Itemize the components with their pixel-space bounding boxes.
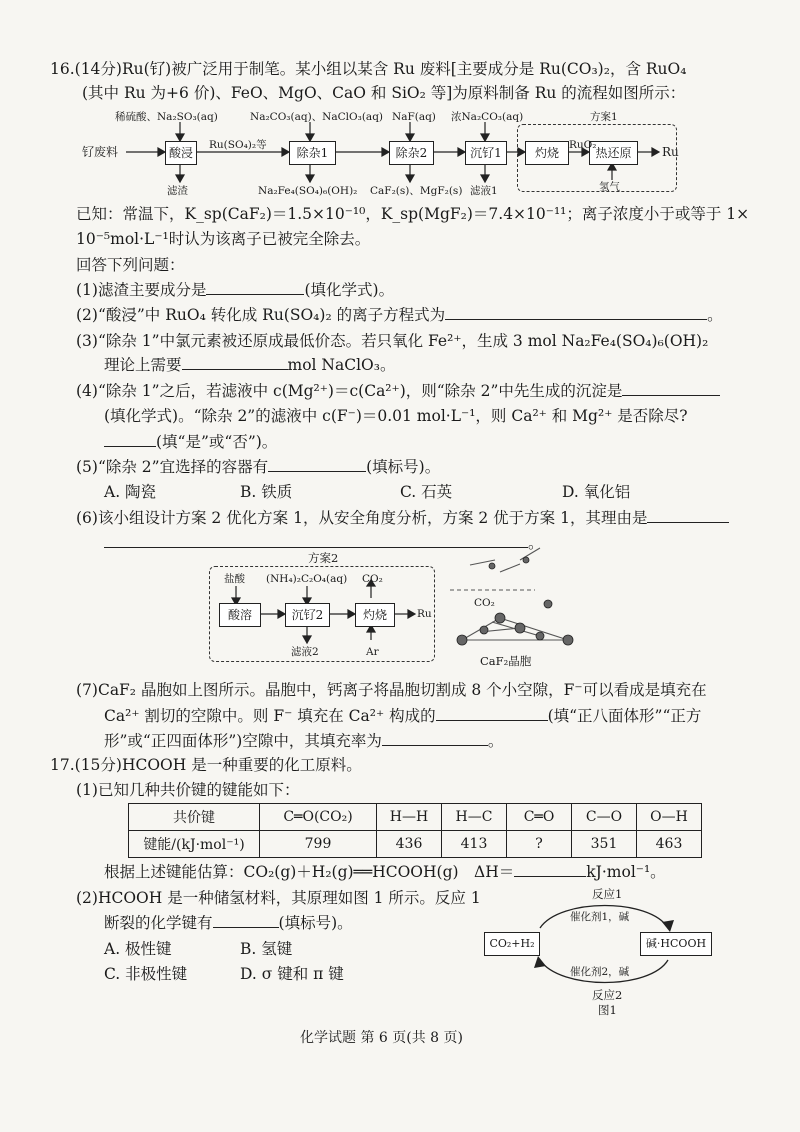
scheme2-step-acid-dissolve: 酸溶	[219, 603, 261, 627]
scheme2-out-ru: Ru	[417, 608, 432, 620]
q16-opt-d[interactable]: D. 氧化铝	[562, 483, 631, 501]
q16-part6-end: 。	[528, 534, 544, 552]
q16-part2-text: (2)“酸浸”中 RuO₄ 转化成 Ru(SO₄)₂ 的离子方程式为	[76, 306, 446, 324]
q17-opt-a[interactable]: A. 极性键	[104, 940, 172, 958]
bond-table-header-label: 共价键	[129, 804, 260, 831]
q16-part7-hint: (填“正八面体形”“正方	[547, 707, 702, 725]
q16-part4-hint: (填“是”或“否”)。	[156, 433, 278, 451]
flow-intermediate-ruo2: RuO₂	[569, 139, 597, 151]
bond-value-hc: 413	[442, 831, 507, 858]
figure1-product: 碱·HCOOH	[640, 932, 712, 956]
bond-header-co-single: C—O	[572, 804, 637, 831]
q16-part5-text: (5)“除杂 2”宜选择的容器有	[76, 458, 269, 476]
figure1-reactants: CO₂+H₂	[484, 932, 540, 956]
scheme1-label: 方案1	[590, 111, 618, 123]
figure1-caption: 图1	[598, 1003, 617, 1017]
flow-reagent4: 浓Na₂CO₃(aq)	[451, 111, 524, 123]
bond-value-co-single: 351	[572, 831, 637, 858]
bond-value-co-double: ?	[507, 831, 572, 858]
scheme2-filtrate2: 滤液2	[291, 646, 319, 658]
caf2-cell-caption: CaF₂晶胞	[480, 654, 532, 668]
bond-header-co2: C═O(CO₂)	[260, 804, 377, 831]
q17-part2-line1: (2)HCOOH 是一种储氢材料，其原理如图 1 所示。反应 1	[76, 889, 481, 907]
q16-known-line1: 已知：常温下，K_sp(CaF₂)＝1.5×10⁻¹⁰，K_sp(MgF₂)＝7.4×10⁻¹¹；离子浓度小于或等于 1×	[76, 205, 750, 223]
q17-header: 17.(15分)HCOOH 是一种重要的化工原料。	[50, 756, 362, 774]
q17-calc-unit: kJ·mol⁻¹。	[586, 863, 666, 881]
q16-part3-line1: (3)“除杂 1”中氯元素被还原成最低价态。若只氧化 Fe²⁺，生成 3 mol Na₂Fe₄(SO₄)₆(OH)₂	[76, 332, 709, 350]
caf2-co2-label: CO₂	[474, 597, 495, 609]
q17-part2-text: 断裂的化学键有	[104, 914, 213, 932]
bond-header-hc: H—C	[442, 804, 507, 831]
q16-part2-end: 。	[707, 306, 723, 324]
flow-reagent3: NaF(aq)	[392, 111, 436, 123]
bond-value-co2: 799	[260, 831, 377, 858]
flow-hydrogen: 氢气	[599, 181, 620, 193]
q16-part6-text: (6)该小组设计方案 2 优化方案 1，从安全角度分析，方案 2 优于方案 1，其理由是	[76, 509, 648, 527]
q16-part3-unit: mol NaClO₃。	[287, 356, 396, 374]
q16-part4-line2: (填化学式)。“除杂 2”的滤液中 c(F⁻)＝0.01 mol·L⁻¹，则 Ca²⁺ 和 Mg²⁺ 是否除尽?	[104, 407, 688, 425]
figure1-catalyst2: 催化剂2，碱	[570, 966, 630, 978]
figure1-catalyst1: 催化剂1，碱	[570, 911, 630, 923]
q16-part7-text2: 形”或“正四面体形”)空隙中，其填充率为	[104, 732, 382, 750]
figure1-reaction1: 反应1	[592, 887, 623, 901]
bond-header-oh: O—H	[637, 804, 702, 831]
bond-value-hh: 436	[377, 831, 442, 858]
scheme2-reagent-oxalate: (NH₄)₂C₂O₄(aq)	[266, 573, 348, 585]
q17-part1: (1)已知几种共价键的键能如下：	[76, 781, 300, 799]
q16-part3-text: 理论上需要	[104, 356, 182, 374]
q16-part7-line1: (7)CaF₂ 晶胞如上图所示。晶胞中，钙离子将晶胞切割成 8 个小空隙，F⁻可以看成是填充在	[76, 681, 707, 699]
scheme2-step-ru-precip2: 沉钌2	[285, 603, 330, 627]
q17-calc-text: 根据上述键能估算：CO₂(g)＋H₂(g)══HCOOH(g) ΔH＝	[104, 863, 515, 881]
q16-header: 16.(14分)Ru(钌)被广泛用于制笔。某小组以某含 Ru 废料[主要成分是 Ru(CO₃)₂，含 RuO₄	[50, 60, 687, 78]
flow-step-impurity2: 除杂2	[389, 141, 434, 165]
flow-step-acid-leach: 酸浸	[165, 141, 197, 165]
q16-opt-c[interactable]: C. 石英	[400, 483, 453, 501]
flow-reagent1: 稀硫酸、Na₂SO₃(aq)	[115, 111, 218, 123]
scheme2-ar: Ar	[366, 646, 379, 658]
q16-part1-hint: (填化学式)。	[304, 281, 395, 299]
scheme2-label: 方案2	[308, 551, 339, 565]
page-footer: 化学试题 第 6 页(共 8 页)	[300, 1030, 463, 1046]
q16-known-line2: 10⁻⁵mol·L⁻¹时认为该离子已被完全除去。	[76, 230, 371, 248]
flow-end-ru: Ru	[662, 145, 679, 159]
q16-part4-text: (4)“除杂 1”之后，若滤液中 c(Mg²⁺)＝c(Ca²⁺)，则“除杂 2”中先生成的沉淀是	[76, 382, 623, 400]
flow-product2: Na₂Fe₄(SO₄)₆(OH)₂	[258, 185, 358, 197]
bond-header-co-double: C═O	[507, 804, 572, 831]
q16-part1-text: (1)滤渣主要成分是	[76, 281, 207, 299]
flow-start: 钌废料	[82, 145, 119, 159]
flow-step-ru-precip1: 沉钌1	[465, 141, 507, 165]
q16-part7-end: 。	[487, 732, 504, 750]
flow-residue: 滤渣	[167, 185, 188, 197]
flow-intermediate1: Ru(SO₄)₂等	[209, 139, 267, 151]
q16-opt-b[interactable]: B. 铁质	[240, 483, 293, 501]
flow-step-calcine: 灼烧	[525, 141, 569, 165]
scheme2-co2: CO₂	[362, 573, 383, 585]
flow-filtrate1: 滤液1	[470, 185, 498, 197]
q16-header-line2: (其中 Ru 为+6 价)、FeO、MgO、CaO 和 SiO₂ 等]为原料制备 Ru 的流程如图所示：	[82, 84, 686, 102]
figure1-reaction2: 反应2	[592, 988, 623, 1002]
bond-table-row-label: 键能/(kJ·mol⁻¹)	[129, 831, 260, 858]
q17-opt-c[interactable]: C. 非极性键	[104, 965, 188, 983]
bond-header-hh: H—H	[377, 804, 442, 831]
q17-opt-d[interactable]: D. σ 键和 π 键	[240, 965, 344, 983]
q16-part7-text: Ca²⁺ 割切的空隙中。则 F⁻ 填充在 Ca²⁺ 构成的	[104, 707, 436, 725]
q16-opt-a[interactable]: A. 陶瓷	[104, 483, 157, 501]
flow-product3: CaF₂(s)、MgF₂(s)	[370, 185, 463, 197]
scheme2-reagent-hcl: 盐酸	[224, 573, 245, 585]
flow-reagent2: Na₂CO₃(aq)、NaClO₃(aq)	[250, 111, 384, 123]
flow-step-impurity1: 除杂1	[289, 141, 336, 165]
scheme2-step-calcine: 灼烧	[355, 603, 395, 627]
q17-opt-b[interactable]: B. 氢键	[240, 940, 293, 958]
q16-answer-prompt: 回答下列问题：	[76, 256, 185, 274]
flow-step-thermal-reduction: 热还原	[589, 141, 638, 165]
q16-part5-hint: (填标号)。	[366, 458, 441, 476]
q17-part2-hint: (填标号)。	[278, 914, 353, 932]
bond-value-oh: 463	[637, 831, 702, 858]
